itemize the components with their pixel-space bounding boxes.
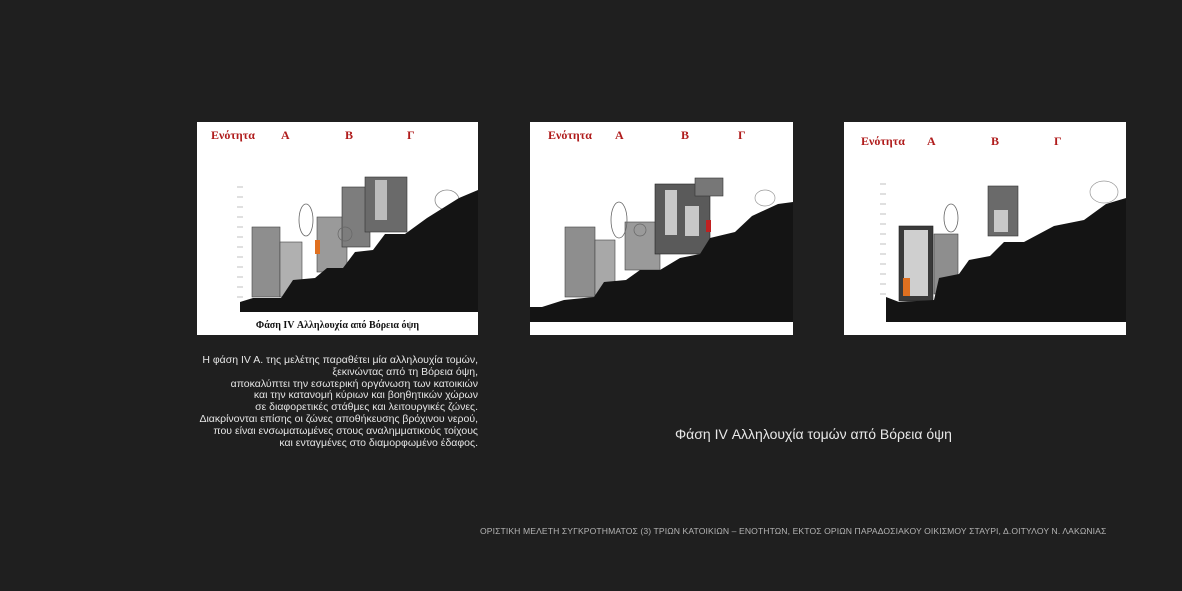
unit-label-c: Γ (407, 128, 415, 142)
unit-label-b: Β (991, 134, 1000, 148)
unit-label-a: Α (281, 128, 290, 142)
unit-label-c: Γ (738, 128, 746, 142)
section-drawing (844, 122, 1126, 335)
unit-label-c: Γ (1054, 134, 1062, 148)
description-line: Διακρίνονται επίσης οι ζώνες αποθήκευσης βρόχινου νερού, (199, 412, 478, 425)
description-line: και ενταγμένες στο διαμορφωμένο έδαφος. (279, 436, 478, 449)
unit-label: Ενότητα (548, 128, 592, 142)
section-drawing-panel-1 (197, 122, 478, 335)
description-line: και την κατανομή κύριων και βοηθητικών χώρων (253, 389, 478, 402)
unit-label-a: Α (927, 134, 936, 148)
section-drawing (530, 122, 793, 335)
main-caption: Φάση IV Αλληλουχία τομών από Βόρεια όψη (675, 426, 952, 442)
unit-label: Ενότητα (861, 134, 905, 148)
description-line: αποκαλύπτει την εσωτερική οργάνωση των κατοικιών (230, 377, 478, 390)
footer-title: ΟΡΙΣΤΙΚΗ ΜΕΛΕΤΗ ΣΥΓΚΡΟΤΗΜΑΤΟΣ (3) ΤΡΙΩΝ ΚΑΤΟΙΚΙΩΝ – ΕΝΟΤΗΤΩΝ, ΕΚΤΟΣ ΟΡΙΩΝ ΠΑΡΑΔΟΣΙΑΚΟΥ ΟΙΚΙΣΜΟΥ ΣΤΑΥΡΙ, Δ.ΟΙΤΥΛΟΥ Ν. ΛΑΚΩΝΙΑΣ (480, 526, 1107, 536)
unit-label-b: Β (345, 128, 354, 142)
section-drawing-panel-3 (844, 122, 1126, 335)
unit-label-b: Β (681, 128, 690, 142)
description-line: που είναι ενσωματωμένες στους αναλημματικούς τοίχους (213, 424, 478, 437)
unit-label: Ενότητα (211, 128, 255, 142)
description-line: ξεκινώντας από τη Βόρεια όψη, (332, 365, 478, 378)
section-drawing-panel-2 (530, 122, 793, 335)
unit-label-a: Α (615, 128, 624, 142)
description-line: Η φάση IV A. της μελέτης παραθέτει μία αλληλουχία τομών, (202, 354, 478, 366)
description-line: σε διαφορετικές στάθμες και λειτουργικές ζώνες. (255, 401, 478, 414)
section-drawing (197, 122, 478, 335)
description-text (180, 355, 478, 449)
panel-caption: Φάση IV Αλληλουχία από Βόρεια όψη (255, 320, 420, 331)
